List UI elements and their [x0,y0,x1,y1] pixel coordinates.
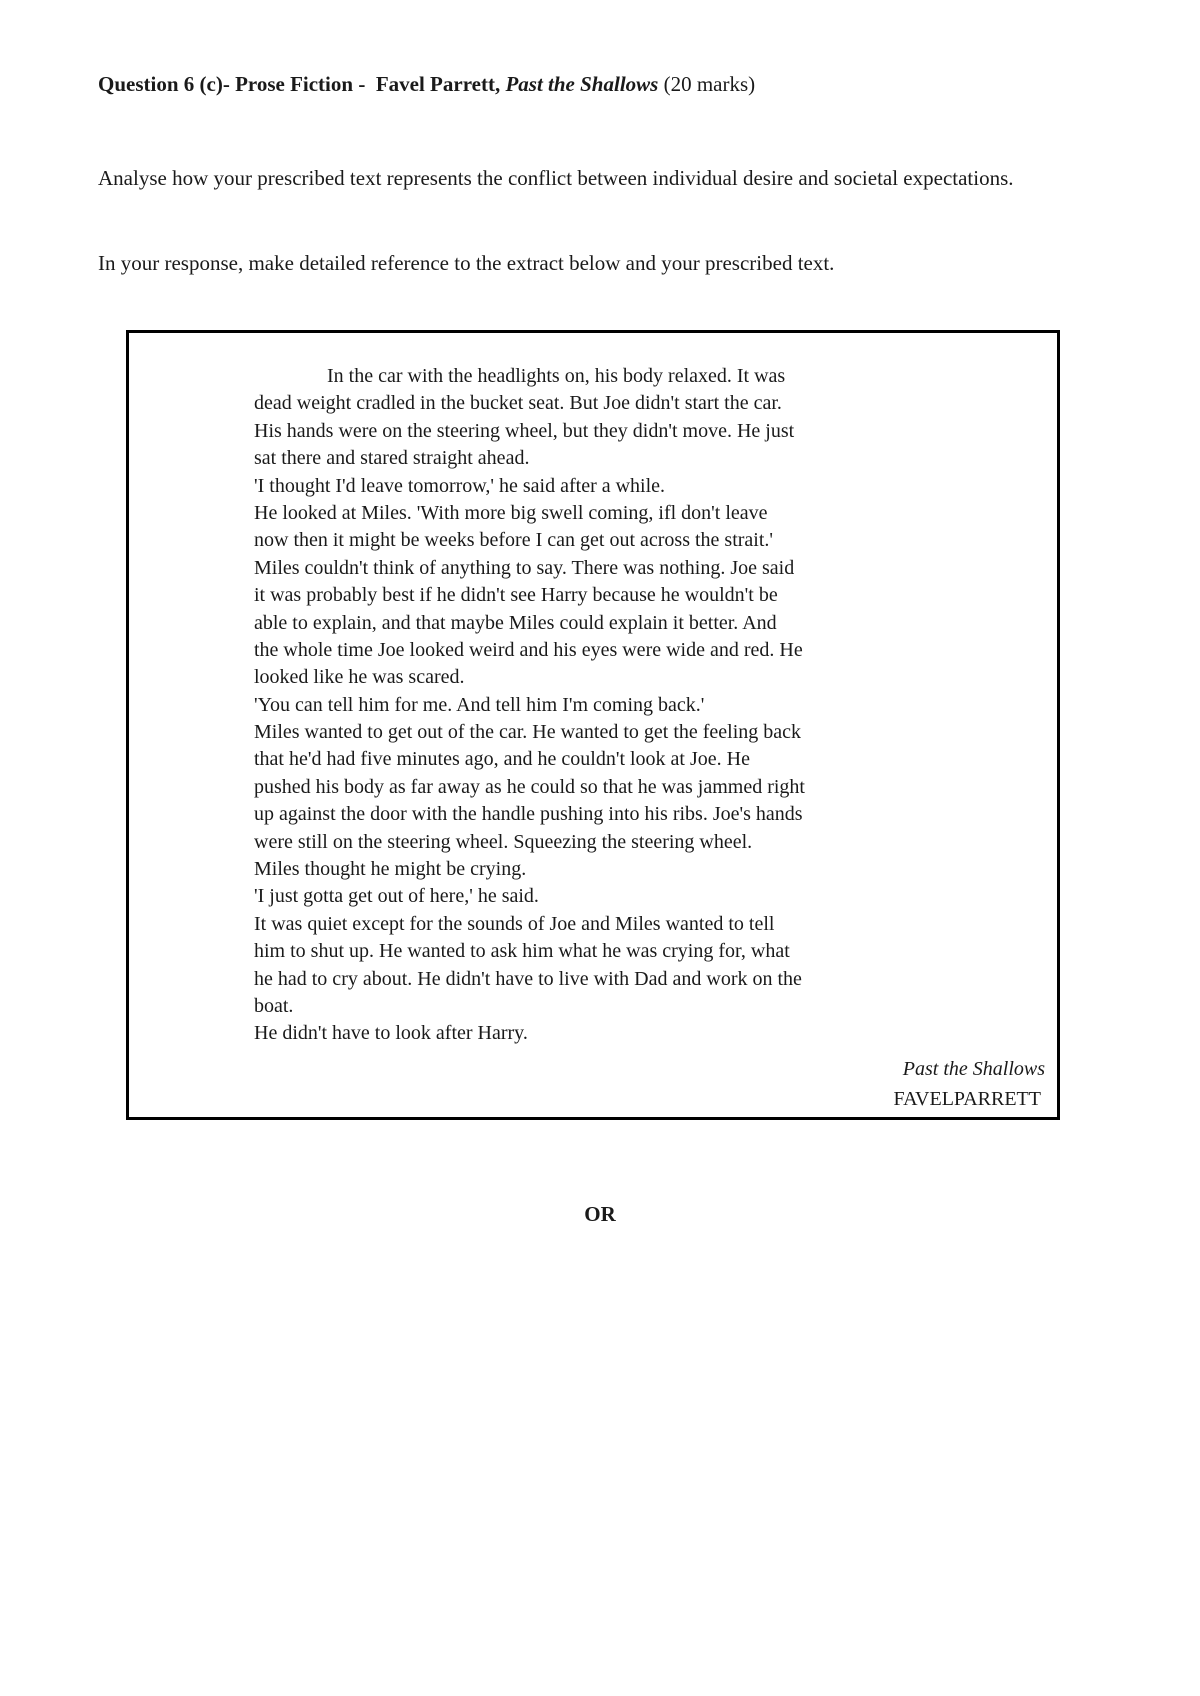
question-marks: (20 marks) [663,72,756,96]
extract-line: boat. [254,994,294,1017]
extract-source-author: FAVELPARRETT [893,1088,1041,1110]
extract-line: looked like he was scared. [254,666,465,689]
or-separator: OR [584,1202,616,1226]
question-instruction: Analyse how your prescribed text represents the conflict between individual desire and societal expectations. [98,166,1014,190]
extract-line: pushed his body as far away as he could so that he was jammed right [254,775,805,798]
response-note: In your response, make detailed reference to the extract below and your prescribed text. [98,251,835,275]
extract-line: It was quiet except for the sounds of Joe and Miles wanted to tell [254,912,775,935]
question-author: Favel Parrett, [375,72,501,96]
extract-line: Miles wanted to get out of the car. He wanted to get the feeling back [254,721,802,744]
extract-line: 'I just gotta get out of here,' he said. [254,885,539,908]
extract-line: 'I thought I'd leave tomorrow,' he said after a while. [254,474,666,497]
extract-source-title: Past the Shallows [902,1058,1045,1080]
extract-line: the whole time Joe looked weird and his eyes were wide and red. He [254,638,803,661]
extract-line: He didn't have to look after Harry. [254,1022,528,1045]
question-heading [98,70,755,98]
extract-line: His hands were on the steering wheel, but they didn't move. He just [254,419,795,442]
extract-line: now then it might be weeks before I can get out across the strait.' [254,529,774,552]
extract-line: him to shut up. He wanted to ask him what he was crying for, what [254,940,790,963]
extract-line: up against the door with the handle pushing into his ribs. Joe's hands [254,803,803,826]
extract-line: sat there and stared straight ahead. [254,447,530,470]
question-label: Question 6 (c)- Prose Fiction - [98,72,366,96]
extract-line: 'You can tell him for me. And tell him I'm coming back.' [254,693,705,716]
extract-line: Miles thought he might be crying. [254,858,527,881]
question-text-title: Past the Shallows [505,72,659,96]
extract-line: dead weight cradled in the bucket seat. But Joe didn't start the car. [254,392,782,415]
extract-line: it was probably best if he didn't see Harry because he wouldn't be [254,584,778,607]
extract-line: He looked at Miles. 'With more big swell coming, ifl don't leave [254,501,768,524]
extract-line: he had to cry about. He didn't have to live with Dad and work on the [254,967,802,990]
extract-line: were still on the steering wheel. Squeezing the steering wheel. [254,830,753,853]
extract-line: In the car with the headlights on, his body relaxed. It was [327,365,786,387]
extract-text [254,363,1014,1048]
extract-line: able to explain, and that maybe Miles could explain it better. And [254,611,777,634]
extract-line: that he'd had five minutes ago, and he couldn't look at Joe. He [254,748,750,771]
extract-box [126,330,1060,1120]
extract-line: Miles couldn't think of anything to say. There was nothing. Joe said [254,556,795,579]
